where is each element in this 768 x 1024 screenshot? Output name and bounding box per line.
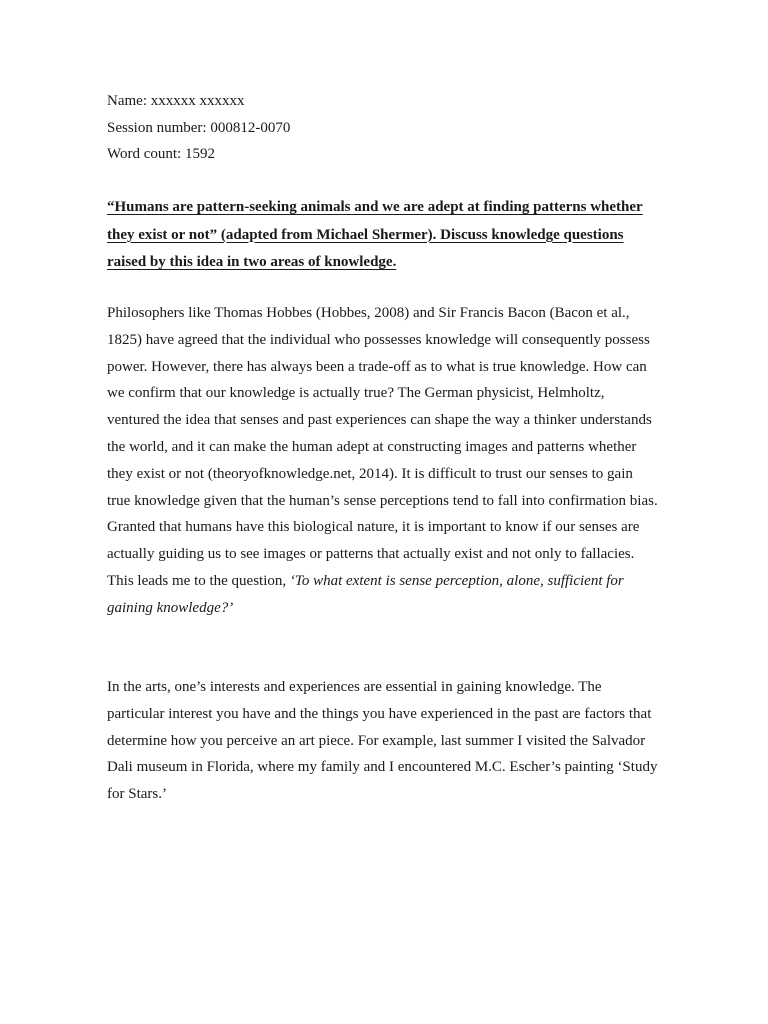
paragraph-line: for Stars.’	[107, 786, 167, 803]
paragraph-line: ventured the idea that senses and past experiences can shape the way a thinker understands	[107, 412, 652, 429]
prompt-line: they exist or not” (adapted from Michael Shermer). Discuss knowledge questions	[107, 226, 624, 243]
introduction-paragraph	[107, 300, 677, 622]
student-name: Name: xxxxxx xxxxxx	[107, 93, 245, 109]
paragraph-line: we confirm that our knowledge is actually true? The German physicist, Helmholtz,	[107, 385, 605, 402]
paragraph-line	[107, 568, 677, 595]
paragraph-line: In the arts, one’s interests and experiences are essential in gaining knowledge. The	[107, 679, 602, 695]
paragraph-line: particular interest you have and the things you have experienced in the past are factors that	[107, 705, 652, 722]
word-count: Word count: 1592	[107, 146, 215, 162]
arts-paragraph	[107, 674, 677, 808]
prompt-line: “Humans are pattern-seeking animals and we are adept at finding patterns whether	[107, 199, 643, 215]
knowledge-question: ‘To what extent is sense perception, alone, sufficient for	[289, 572, 624, 589]
paragraph-line: true knowledge given that the human’s sense perceptions tend to fall into confirmation bias.	[107, 492, 658, 509]
paragraph-line: the world, and it can make the human adept at constructing images and patterns whether	[107, 438, 637, 455]
prompt-line: raised by this idea in two areas of knowledge.	[107, 254, 397, 270]
student-info	[107, 88, 290, 168]
paragraph-line: determine how you perceive an art piece. For example, last summer I visited the Salvador	[107, 732, 646, 749]
paragraph-line: 1825) have agreed that the individual who possesses knowledge will consequently possess	[107, 331, 650, 348]
essay-prompt	[107, 194, 667, 277]
lead-in-text: This leads me to the question,	[107, 572, 290, 589]
paragraph-line: Dali museum in Florida, where my family and I encountered M.C. Escher’s painting ‘Study	[107, 759, 658, 776]
paragraph-line: Granted that humans have this biological nature, it is important to know if our senses are	[107, 519, 640, 536]
paragraph-line: power. However, there has always been a trade-off as to what is true knowledge. How can	[107, 358, 647, 375]
paragraph-line: they exist or not (theoryofknowledge.net, 2014). It is difficult to trust our senses to gain	[107, 465, 633, 482]
knowledge-question-end: gaining knowledge?’	[107, 599, 234, 616]
session-number: Session number: 000812-0070	[107, 119, 291, 136]
paragraph-line: actually guiding us to see images or patterns that actually exist and not only to fallacies.	[107, 546, 635, 563]
paragraph-line: Philosophers like Thomas Hobbes (Hobbes, 2008) and Sir Francis Bacon (Bacon et al.,	[107, 305, 630, 321]
